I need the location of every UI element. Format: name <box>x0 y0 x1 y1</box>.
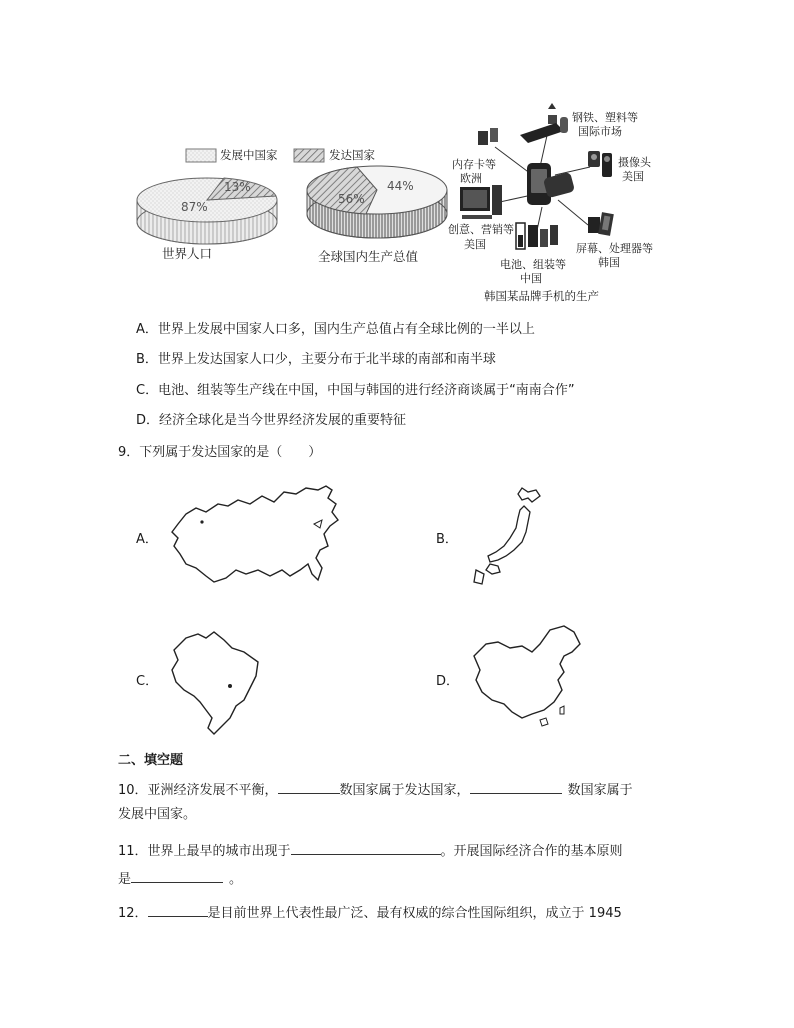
steel-label-2: 国际市场 <box>578 125 622 138</box>
battery-icon <box>516 223 558 249</box>
pie-gdp-developed-pct: 44% <box>387 179 414 193</box>
q11-line1 <box>118 840 623 861</box>
figure-pie-charts <box>0 0 794 310</box>
q8-option-a: A．世界上发展中国家人口多，国内生产总值占有全球比例的一半以上 <box>136 322 535 337</box>
pie-population-developed-pct: 13% <box>224 180 251 194</box>
q9-label-b: B． <box>436 532 458 547</box>
memory-label-2: 欧洲 <box>460 172 482 185</box>
q9-label-a: A． <box>136 532 158 547</box>
camera-label-1: 摄像头 <box>618 156 651 169</box>
memory-label-1: 内存卡等 <box>452 158 496 171</box>
map-japan-outline <box>470 484 550 590</box>
steel-plastic-icon <box>520 103 568 143</box>
steel-label-1: 钢铁、塑料等 <box>572 111 638 124</box>
map-china-outline <box>468 622 588 732</box>
q11-text-a: 11．世界上最早的城市出现于 <box>118 844 291 859</box>
pie-population-developing-pct: 87% <box>181 200 208 214</box>
q11-line2 <box>118 868 242 889</box>
q10-line1 <box>118 779 633 800</box>
q11-text-d: 。 <box>229 872 243 887</box>
computer-icon <box>460 185 502 219</box>
legend-label-developed: 发达国家 <box>329 148 375 162</box>
q11-text-b: 。开展国际经济合作的基本原则 <box>440 844 623 859</box>
q11-text-c: 是 <box>118 872 132 887</box>
map-russia-outline <box>166 484 346 590</box>
q10-blank-1[interactable] <box>278 779 340 794</box>
screen-label-2: 韩国 <box>598 256 620 269</box>
figure-phone-production <box>440 95 670 310</box>
map-brazil-outline <box>166 630 266 740</box>
camera-label-2: 美国 <box>622 170 644 183</box>
design-label-1: 创意、营销等 <box>448 223 514 236</box>
phone-figure-caption: 韩国某品牌手机的生产 <box>484 289 599 303</box>
q11-blank-1[interactable] <box>291 840 441 855</box>
q10-text-b: 数国家属于发达国家， <box>339 783 470 798</box>
q12-text-a: 12． <box>118 906 148 921</box>
q11-blank-2[interactable] <box>131 868 223 883</box>
screen-label-1: 屏幕、处理器等 <box>576 242 653 255</box>
q10-text-a: 10．亚洲经济发展不平衡， <box>118 783 278 798</box>
battery-label-2: 中国 <box>520 272 542 285</box>
q10-line2: 发展中国家。 <box>118 807 197 822</box>
camera-icon <box>588 151 612 177</box>
legend-swatch-developing <box>186 149 216 162</box>
battery-label-1: 电池、组装等 <box>500 258 566 271</box>
q8-option-b: B．世界上发达国家人口少，主要分布于北半球的南部和南半球 <box>136 352 496 367</box>
phone-diagram-svg <box>440 95 670 310</box>
section2-heading: 二、填空题 <box>118 753 184 768</box>
legend-swatch-developed <box>294 149 324 162</box>
q12-line1 <box>118 902 622 923</box>
q10-blank-2[interactable] <box>470 779 562 794</box>
q9-label-d: D． <box>436 674 460 689</box>
pie-gdp-label: 全球国内生产总值 <box>318 249 419 264</box>
legend-label-developing: 发展中国家 <box>220 148 278 162</box>
design-label-2: 美国 <box>464 238 486 251</box>
pie-gdp-developing-pct: 56% <box>338 192 365 206</box>
q9-stem: 9．下列属于发达国家的是（ ） <box>118 445 322 460</box>
q8-option-d: D．经济全球化是当今世界经济发展的重要特征 <box>136 413 407 428</box>
memory-card-icon <box>478 128 498 145</box>
q12-text-b: 是目前世界上代表性最广泛、最有权威的综合性国际组织，成立于 1945 <box>207 906 622 921</box>
q8-option-c: C．电池、组装等生产线在中国，中国与韩国的进行经济商谈属于“南南合作” <box>136 383 575 398</box>
screen-processor-icon <box>588 212 614 236</box>
pie-gdp <box>307 166 447 238</box>
q10-text-c: 数国家属于 <box>567 783 633 798</box>
q9-label-c: C． <box>136 674 159 689</box>
phone-center-icon <box>527 163 575 205</box>
q12-blank-1[interactable] <box>148 902 208 917</box>
pie-population-label: 世界人口 <box>162 246 213 261</box>
